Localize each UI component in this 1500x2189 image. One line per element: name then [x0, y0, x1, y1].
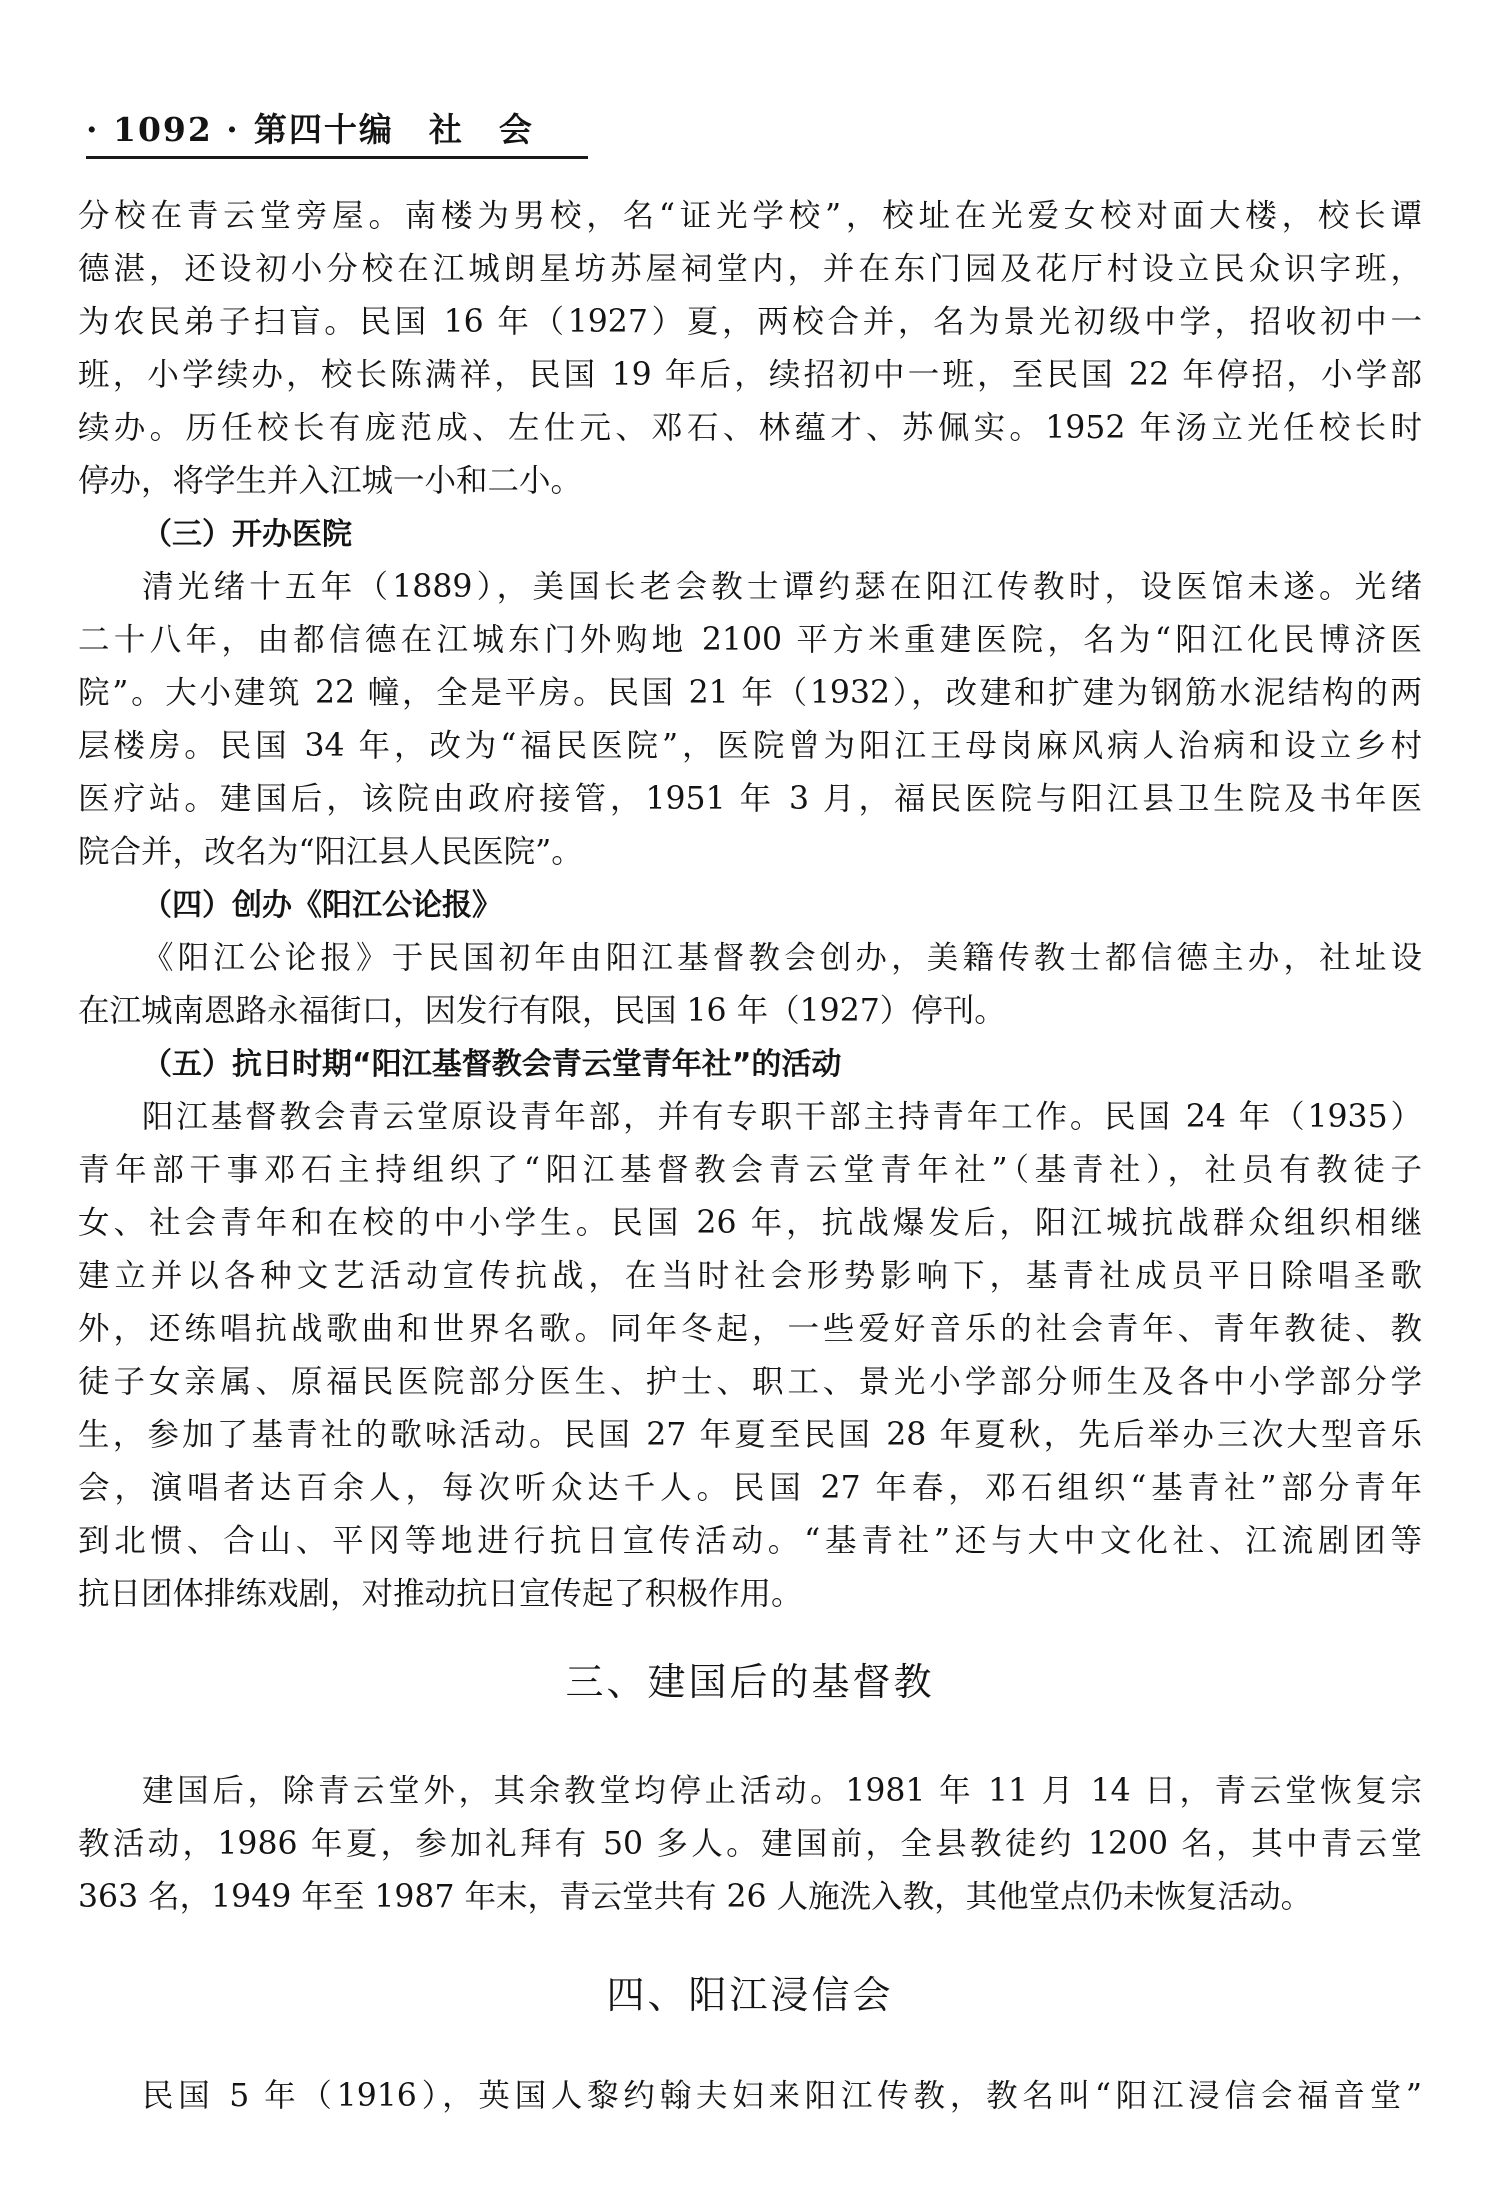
text-line: 建立并以各种文艺活动宣传抗战，在当时社会形势影响下，基青社成员平日除唱圣歌: [78, 1258, 1422, 1294]
text-line: 外，还练唱抗战歌曲和世界名歌。同年冬起，一些爱好音乐的社会青年、青年教徒、教: [78, 1311, 1422, 1347]
section-title-post-1949: 三、建国后的基督教: [565, 1660, 935, 1704]
text-line: 生，参加了基青社的歌咏活动。民国 27 年夏至民国 28 年夏秋，先后举办三次大型音乐: [78, 1417, 1422, 1453]
body-text: [78, 190, 1422, 2123]
text-line: 续办。历任校长有庞范成、左仕元、邓石、林蕴才、苏佩实。1952 年汤立光任校长时: [78, 410, 1422, 446]
paragraph-youth-society: [78, 1091, 1422, 1621]
text-line: 院”。大小建筑 22 幢，全是平房。民国 21 年（1932），改建和扩建为钢筋水泥结构的两: [78, 675, 1422, 711]
text-line: 教活动，1986 年夏，参加礼拜有 50 多人。建国前，全县教徒约 1200 名，其中青云堂: [78, 1826, 1422, 1862]
paragraph-hospital: [78, 561, 1422, 879]
text-line: 建国后，除青云堂外，其余教堂均停止活动。1981 年 11 月 14 日，青云堂恢复宗: [142, 1773, 1422, 1809]
text-line: 班，小学续办，校长陈满祥，民国 19 年后，续招初中一班，至民国 22 年停招，小学部: [78, 357, 1422, 393]
text-line: 《阳江公论报》于民国初年由阳江基督教会创办，美籍传教士都信德主办，社址设: [142, 940, 1422, 976]
text-line: 到北惯、合山、平冈等地进行抗日宣传活动。“基青社”还与大中文化社、江流剧团等: [78, 1523, 1422, 1559]
text-line: 为农民弟子扫盲。民国 16 年（1927）夏，两校合并，名为景光初级中学，招收初中一: [78, 304, 1422, 340]
text-line: 青年部干事邓石主持组织了“阳江基督教会青云堂青年社”（基青社），社员有教徒子: [78, 1152, 1422, 1188]
text-line: 二十八年，由都信德在江城东门外购地 2100 平方米重建医院，名为“阳江化民博济医: [78, 622, 1422, 658]
subheading-newspaper: （四）创办《阳江公论报》: [142, 888, 502, 923]
header-rule: [86, 156, 588, 159]
paragraph-baptist: [78, 2070, 1422, 2123]
text-line: 女、社会青年和在校的中小学生。民国 26 年，抗战爆发后，阳江城抗战群众组织相继: [78, 1205, 1422, 1241]
chapter-title: 第四十编 社 会: [253, 110, 534, 149]
paragraph-school: [78, 190, 1422, 508]
subheading-youth-society: （五）抗日时期“阳江基督教会青云堂青年社”的活动: [142, 1047, 842, 1082]
page-number: · 1092 ·: [86, 110, 240, 149]
text-line: 医疗站。建国后，该院由政府接管，1951 年 3 月，福民医院与阳江县卫生院及书年医: [78, 781, 1422, 817]
text-line: 在江城南恩路永福街口，因发行有限，民国 16 年（1927）停刊。: [78, 993, 1006, 1029]
section-title-baptist: 四、阳江浸信会: [606, 1973, 894, 2017]
paragraph-post-1949: [78, 1765, 1422, 1924]
text-line: 抗日团体排练戏剧，对推动抗日宣传起了积极作用。: [78, 1576, 803, 1612]
text-line: 院合并，改名为“阳江县人民医院”。: [78, 834, 583, 870]
text-line: 363 名，1949 年至 1987 年末，青云堂共有 26 人施洗入教，其他堂点仍未恢复活动。: [78, 1879, 1313, 1915]
text-line: 会，演唱者达百余人，每次听众达千人。民国 27 年春，邓石组织“基青社”部分青年: [78, 1470, 1422, 1506]
text-line: 分校在青云堂旁屋。南楼为男校，名“证光学校”，校址在光爱女校对面大楼，校长谭: [78, 198, 1422, 234]
subheading-hospital: （三）开办医院: [142, 517, 352, 552]
running-header: [86, 104, 586, 151]
text-line: 德湛，还设初小分校在江城朗星坊苏屋祠堂内，并在东门园及花厅村设立民众识字班，: [78, 251, 1422, 287]
text-line: 民国 5 年（1916），英国人黎约翰夫妇来阳江传教，教名叫“阳江浸信会福音堂”: [142, 2078, 1422, 2114]
text-line: 清光绪十五年（1889），美国长老会教士谭约瑟在阳江传教时，设医馆未遂。光绪: [142, 569, 1422, 605]
paragraph-newspaper: [78, 932, 1422, 1038]
text-line: 阳江基督教会青云堂原设青年部，并有专职干部主持青年工作。民国 24 年（1935）: [142, 1099, 1422, 1135]
text-line: 停办，将学生并入江城一小和二小。: [78, 463, 583, 499]
text-line: 徒子女亲属、原福民医院部分医生、护士、职工、景光小学部分师生及各中小学部分学: [78, 1364, 1422, 1400]
text-line: 层楼房。民国 34 年，改为“福民医院”，医院曾为阳江王母岗麻风病人治病和设立乡村: [78, 728, 1422, 764]
